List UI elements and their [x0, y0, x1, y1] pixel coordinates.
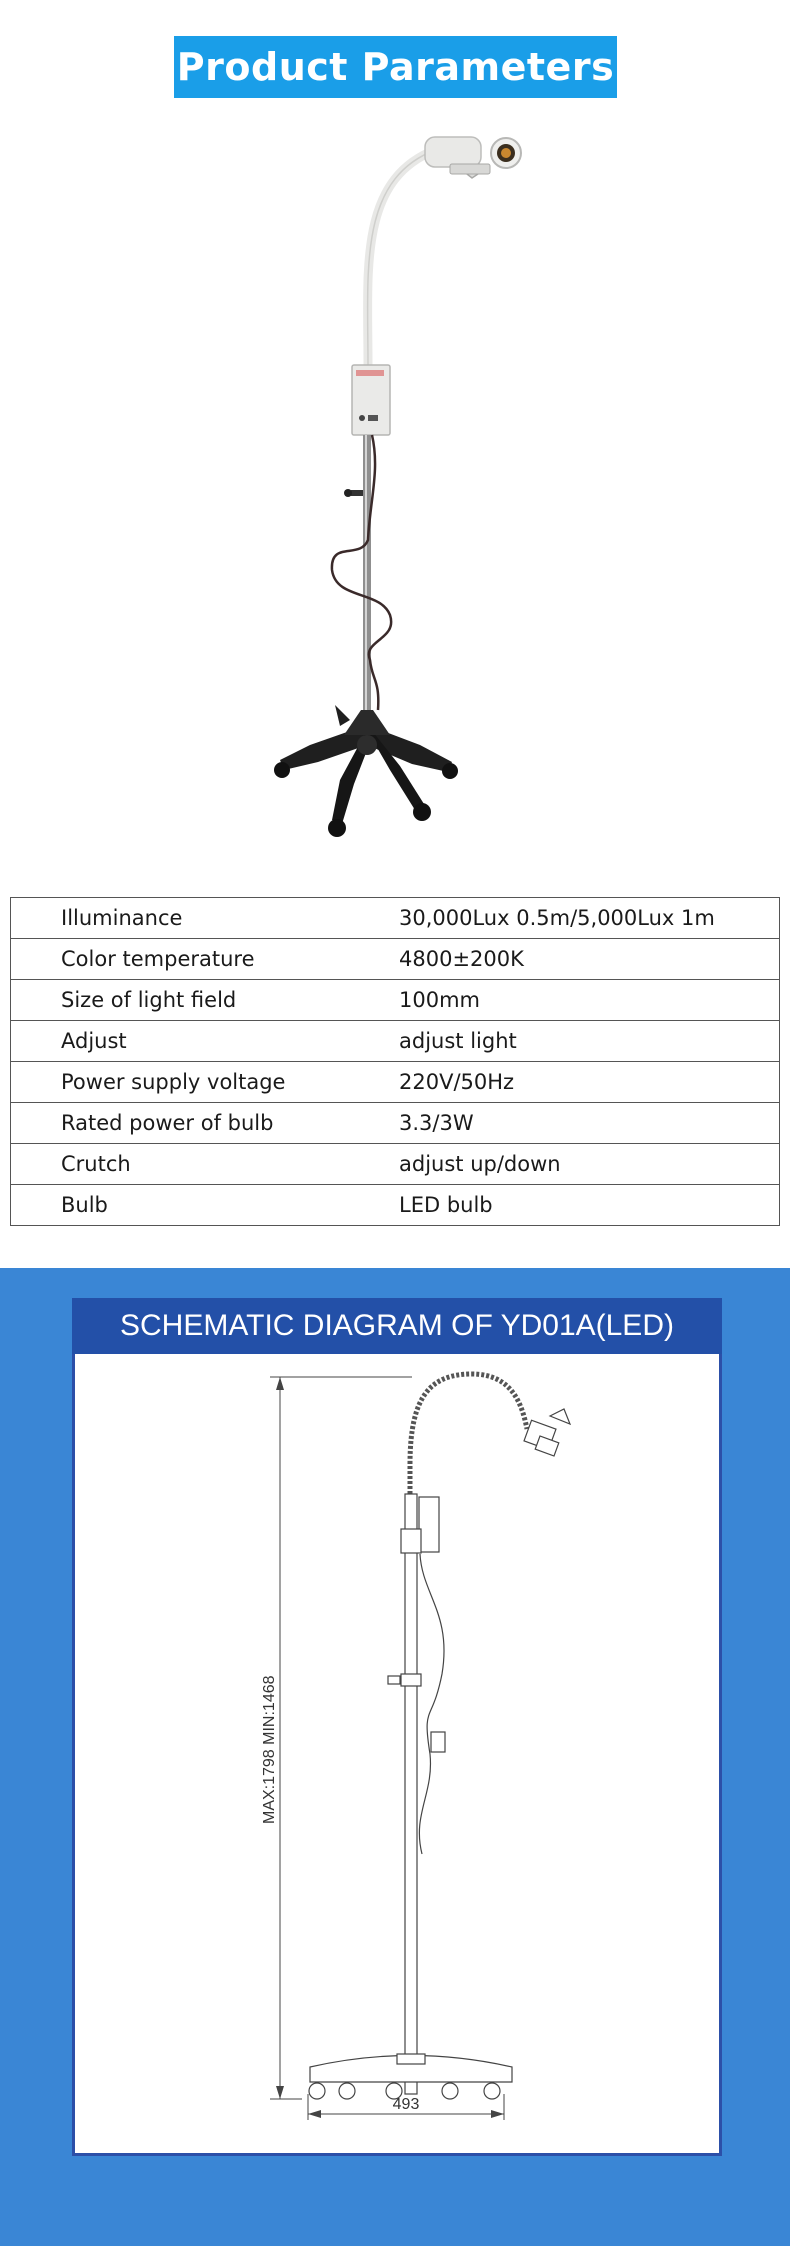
param-value: 220V/50Hz: [391, 1062, 780, 1103]
height-dimension: [261, 1377, 412, 2099]
param-label: Power supply voltage: [11, 1062, 392, 1103]
table-row: [11, 1021, 780, 1062]
param-value: 4800±200K: [391, 939, 780, 980]
param-label: Illuminance: [11, 898, 392, 939]
param-label: Adjust: [11, 1021, 392, 1062]
schematic-lamp-head: [524, 1409, 570, 1456]
control-box: [352, 365, 390, 435]
param-label: Rated power of bulb: [11, 1103, 392, 1144]
param-value: 30,000Lux 0.5m/5,000Lux 1m: [391, 898, 780, 939]
param-value: 3.3/3W: [391, 1103, 780, 1144]
param-value: 100mm: [391, 980, 780, 1021]
schematic-cable: [419, 1554, 444, 1854]
table-row: [11, 1144, 780, 1185]
table-row: [11, 1185, 780, 1226]
height-knob: [344, 489, 363, 497]
table-row: [11, 980, 780, 1021]
param-label: Color temperature: [11, 939, 392, 980]
table-row: [11, 939, 780, 980]
width-label: 493: [392, 2096, 420, 2113]
param-label: Bulb: [11, 1185, 392, 1226]
param-label: Size of light field: [11, 980, 392, 1021]
lamp-head: [425, 137, 521, 178]
table-row: [11, 1103, 780, 1144]
param-value: adjust light: [391, 1021, 780, 1062]
schematic-control-box: [419, 1497, 439, 1552]
table-row: [11, 898, 780, 939]
product-photo: [240, 120, 550, 860]
width-dimension: [308, 2094, 504, 2120]
gooseneck-arm: [368, 150, 435, 365]
schematic-title: SCHEMATIC DIAGRAM OF YD01A(LED): [72, 1298, 722, 1354]
wheeled-base: [274, 705, 458, 837]
schematic-drawing: [72, 1354, 722, 2154]
parameters-table: [10, 897, 780, 1226]
product-parameters-banner: Product Parameters: [174, 36, 617, 98]
param-value: adjust up/down: [391, 1144, 780, 1185]
height-label: MAX:1798 MIN:1468: [261, 1675, 278, 1824]
param-value: LED bulb: [391, 1185, 780, 1226]
schematic-pole: [405, 1494, 417, 2094]
power-cable: [332, 435, 391, 710]
param-label: Crutch: [11, 1144, 392, 1185]
table-row: [11, 1062, 780, 1103]
